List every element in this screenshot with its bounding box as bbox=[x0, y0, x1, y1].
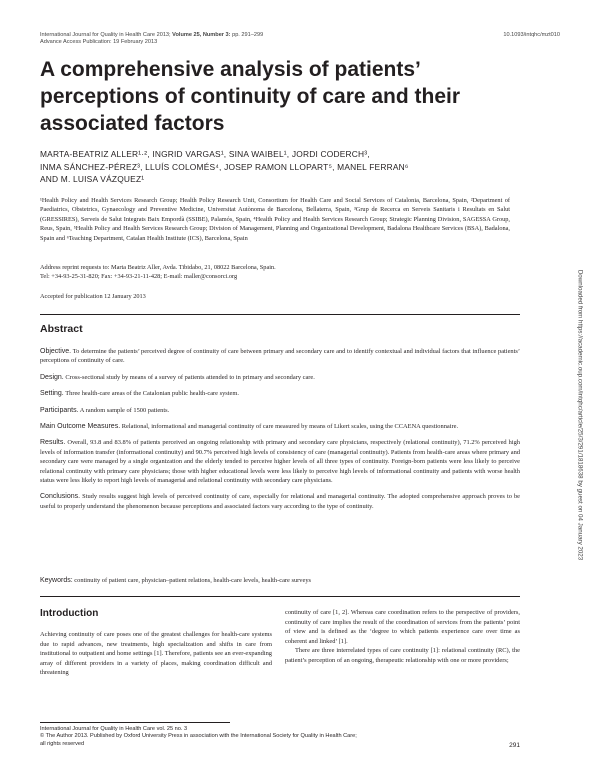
contact-info: Tel: +34-93-25-31-820; Fax: +34-93-21-11-428; E-mail: maller@consorci.org bbox=[40, 273, 238, 281]
author-line: INMA SÁNCHEZ-PÉREZ³, LLUÍS COLOMÉS⁴, JOSEP RAMON LLOPART⁵, MANEL FERRAN⁶ bbox=[40, 161, 409, 172]
advance-access-date: Advance Access Publication: 19 February 2013 bbox=[40, 39, 158, 46]
page-footer bbox=[40, 726, 520, 748]
article-title: A comprehensive analysis of patients’ perceptions of continuity of care and their associated factors bbox=[40, 58, 461, 135]
introduction-right-column: continuity of care [1, 2]. Whereas care coordination refers to the perspective of providers, continuity of care implies the result of the coordination of services from the patients’ point of view and is defined as the ‘degree to which patients experience care over time as coherent and linked’ [1]. There are three interrelated types of care continuity [1]: relational continuity (RC), the patient’s perception of an ongoing, therapeutic relationship with one or more providers; bbox=[285, 609, 520, 664]
abstract-heading: Abstract bbox=[40, 323, 83, 335]
footer-journal: International Journal for Quality in Health Care vol. 25 no. 3 bbox=[40, 726, 188, 732]
accepted-date: Accepted for publication 12 January 2013 bbox=[40, 293, 146, 300]
abstract-section: Design. Cross-sectional study by means of a survey of patients attended to in primary and secondary care. bbox=[40, 373, 315, 381]
author-list bbox=[40, 148, 470, 186]
journal-header bbox=[40, 32, 420, 46]
introduction-heading: Introduction bbox=[40, 608, 99, 619]
correspondence-address: Address reprint requests to: Marta Beatriz Aller, Avda. Tibidabo, 21, 08022 Barcelona, Spain. Tel: +34-93-25-31-820; Fax: +34-93-21-11-428; E-mail: maller@consorci.org bbox=[40, 263, 510, 282]
abstract-section: Participants. A random sample of 1500 patients. bbox=[40, 406, 170, 414]
journal-citation: International Journal for Quality in Health Care 2013; Volume 25, Number 3: pp. 291–299 bbox=[40, 32, 264, 38]
footer-divider bbox=[40, 722, 230, 723]
footer-copyright: © The Author 2013. Published by Oxford University Press in association with the International Society for Quality in Health Care; bbox=[40, 733, 357, 740]
abstract-section: Conclusions. Study results suggest high levels of perceived continuity of care, especially for relational and managerial continuity. The adopted comprehensive approach proves to be useful to properly understand the phenomenon because perceptions and associated factors vary according to the type of continuity. bbox=[40, 493, 520, 510]
download-banner-text[interactable]: Downloaded from https://academic.oup.com/intqhc/article/25/3/291/1818638 by guest on 04 January 2023 bbox=[576, 269, 584, 561]
author-line: AND M. LUISA VÁZQUEZ¹ bbox=[40, 174, 145, 184]
abstract-section: Setting. Three health-care areas of the Catalonian public health-care system. bbox=[40, 390, 239, 398]
footer-rights: all rights reserved bbox=[40, 740, 85, 747]
section-divider bbox=[40, 596, 520, 597]
introduction-left-column: Achieving continuity of care poses one of the greatest challenges for health-care systems due to rapid advances, new treatments, high specialization and shifts in care from institutional to outpatient and home settings [1]. Therefore, patients see an ever-expanding array of different providers in a variety of places, making coordination difficult and threatening bbox=[40, 631, 272, 677]
abstract-body bbox=[40, 347, 520, 518]
author-line: MARTA-BEATRIZ ALLER¹·², INGRID VARGAS¹, SINA WAIBEL¹, JORDI CODERCH³, bbox=[40, 149, 370, 159]
abstract-section: Results. Overall, 93.8 and 83.8% of patients perceived an ongoing relationship with primary and secondary care physicians, respectively (relational continuity), 71.2% perceived high levels of information transfer (informational continuity) and 90.7% perceived high levels of consistency of care (managerial continuity). Patients from health-care areas where primary and secondary care were managed by a single organization and the elderly tended to perceive higher levels of all three types of continuity. Foreign-born patients were less likely to perceive relational continuity with primary care physicians; those with higher educational levels were less likely to perceive high levels of informational continuity and patients with worse health status were less likely to report high levels of managerial and relational continuity with secondary care physicians. bbox=[40, 439, 520, 485]
abstract-section: Main Outcome Measures. Relational, informational and managerial continuity of care measured by means of Likert scales, using the CCAENA questionnaire. bbox=[40, 423, 459, 431]
doi[interactable]: 10.1093/intqhc/mzt010 bbox=[503, 32, 560, 38]
section-divider bbox=[40, 314, 520, 315]
page-number: 291 bbox=[509, 742, 520, 749]
affiliations: ¹Health Policy and Health Services Research Group; Health Policy Research Unit, Consortium for Health Care and Social Services of Catalonia, Barcelona, Spain, ²Department of Paediatrics, Obstetrics, Gynaecology and Preventive Medicine, Universitat Autònoma de Barcelona, Bellaterra, Spain, ³Grup de Recerca en Serveis Sanitaris i Resultats en Salut (GRESSIRES), Serveis de Salut Integrats Baix Empordà (SSIBE), Palamós, Spain, ⁴Health Policy and Health Services Research Group; Strategic Planning Division, SAGESSA Group, Reus, Spain, ⁵Health Policy and Health Services Research Group; Division of Management, Planning and Organizational Development, Badalona Healthcare Services (BSA), Badalona, Spain and ⁶Teaching Department, Catalan Health Institute (ICS), Barcelona, Spain bbox=[40, 197, 510, 242]
download-banner bbox=[575, 200, 585, 630]
keywords: Keywords: continuity of patient care, physician–patient relations, health-care levels, health-care surveys bbox=[40, 577, 312, 584]
abstract-section: Objective. To determine the patients’ perceived degree of continuity of care between primary and secondary care and to identify contextual and individual factors that influence patients’ perceptions of continuity of care. bbox=[40, 348, 521, 365]
volume-info: Volume 25, Number 3: bbox=[172, 32, 231, 38]
